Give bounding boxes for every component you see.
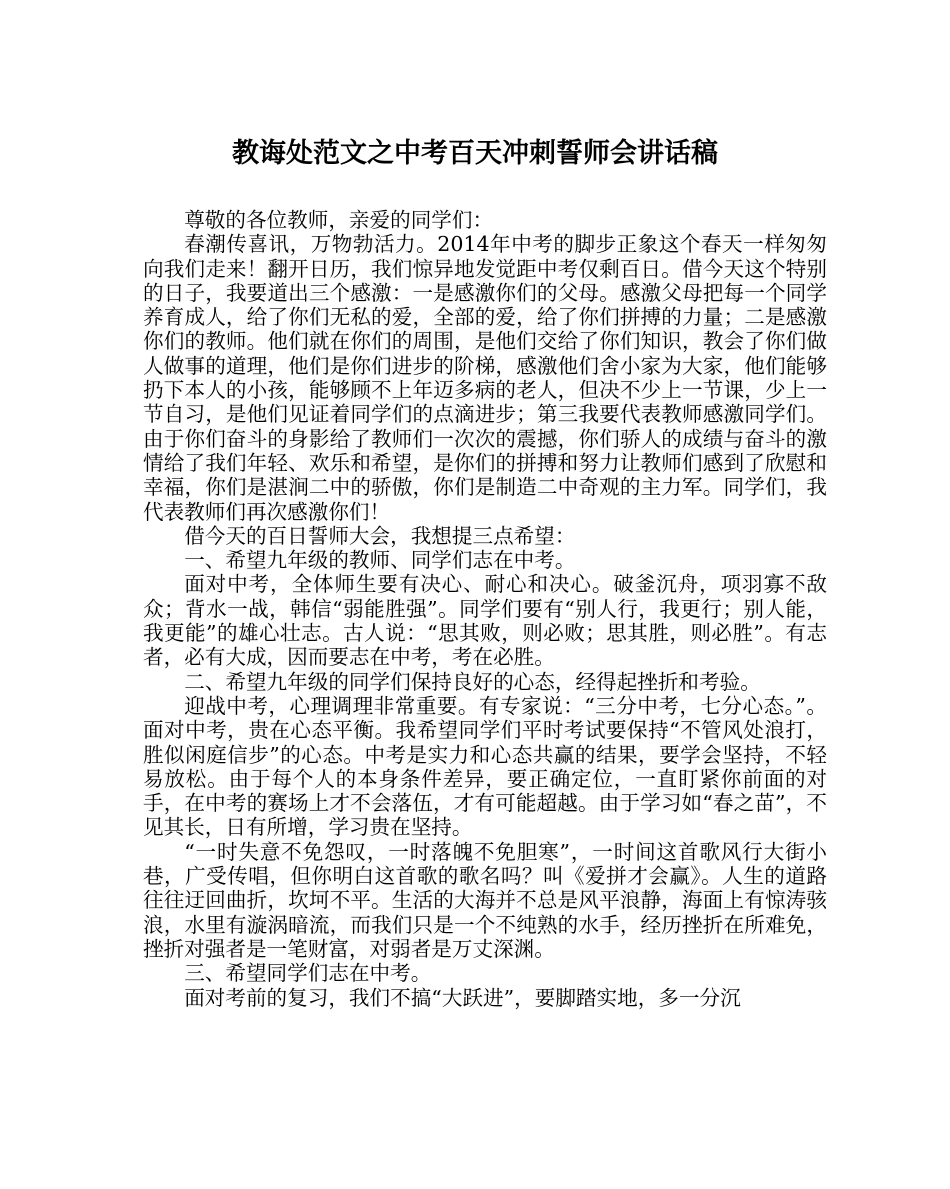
gratitude-paragraph: 春潮传喜讯，万物勃活力。2014年中考的脚步正象这个春天一样匆匆向我们走来！翻开日历，我们惊异地发觉距中考仅剩百日。借今天这个特别的日子，我要道出三个感激：一是感激你们的父母。感激父母把每一个同学养育成人，给了你们无私的爱，全部的爱，给了你们拼搏的力量；二是感激你们的教师。他们就在你们的周围，是他们交给了你们知识，教会了你们做人做事的道理，他们是你们进步的阶梯，感激他们舍小家为大家，他们能够扔下本人的小孩，能够顾不上年迈多病的老人，但决不少上一节课，少上一节自习，是他们见证着同学们的点滴进步；第三我要代表教师感激同学们。由于你们奋斗的身影给了教师们一次次的震撼，你们骄人的成绩与奋斗的激情给了我们年轻、欢乐和希望，是你们的拼搏和努力让教师们感到了欣慰和幸福，你们是湛涧二中的骄傲，你们是制造二中奇观的主力军。同学们，我代表教师们再次感激你们！ (143, 232, 827, 524)
salutation-paragraph: 尊敬的各位教师，亲爱的同学们： (184, 208, 494, 232)
hope-two-heading: 二、希望九年级的同学们保持良好的心态，经得起挫折和考验。 (184, 669, 761, 694)
hope-two-paragraph: 迎战中考，心理调理非常重要。有专家说：“三分中考，七分心态。”。面对中考，贵在心态平衡。我希望同学们平时考试要保持“不管风处浪打，胜似闲庭信步”的心态。中考是实力和心态共赢的结果，要学会坚持，不轻易放松。由于每个人的本身条件差异，要正确定位，一直盯紧你前面的对手，在中考的赛场上才不会落伍，才有可能超越。由于学习如“春之苗”，不见其长，日有所增，学习贵在坚持。 (143, 693, 827, 840)
document-body (143, 208, 827, 1010)
hope-one-heading: 一、希望九年级的教师、同学们志在中考。 (184, 548, 576, 573)
hope-one-paragraph: 面对中考，全体师生要有决心、耐心和决心。破釜沉舟，项羽寡不敌众；背水一战，韩信“弱能胜强”。同学们要有“别人行，我更行；别人能，我更能”的雄心壮志。古人说：“思其败，则必败；思其胜，则必胜”。有志者，必有大成，因而要志在中考，考在必胜。 (143, 572, 827, 670)
hope-three-heading: 三、希望同学们志在中考。 (184, 961, 432, 986)
hopes-intro-paragraph: 借今天的百日誓师大会，我想提三点希望： (184, 523, 576, 548)
review-paragraph: 面对考前的复习，我们不搞“大跃进”，要脚踏实地，多一分沉 (184, 985, 741, 1010)
song-paragraph: “一时失意不免怨叹，一时落魄不免胆寒”，一时间这首歌风行大街小巷，广受传唱，但你明白这首歌的歌名吗？叫《爱拼才会赢》。人生的道路往往迂回曲折，坎坷不平。生活的大海并不总是风平浪静，海面上有惊涛骇浪，水里有漩涡暗流，而我们只是一个不纯熟的水手，经历挫折在所难免，挫折对强者是一笔财富，对弱者是万丈深渊。 (143, 839, 827, 961)
document-title: 教诲处范文之中考百天冲刺誓师会讲话稿 (232, 138, 718, 169)
